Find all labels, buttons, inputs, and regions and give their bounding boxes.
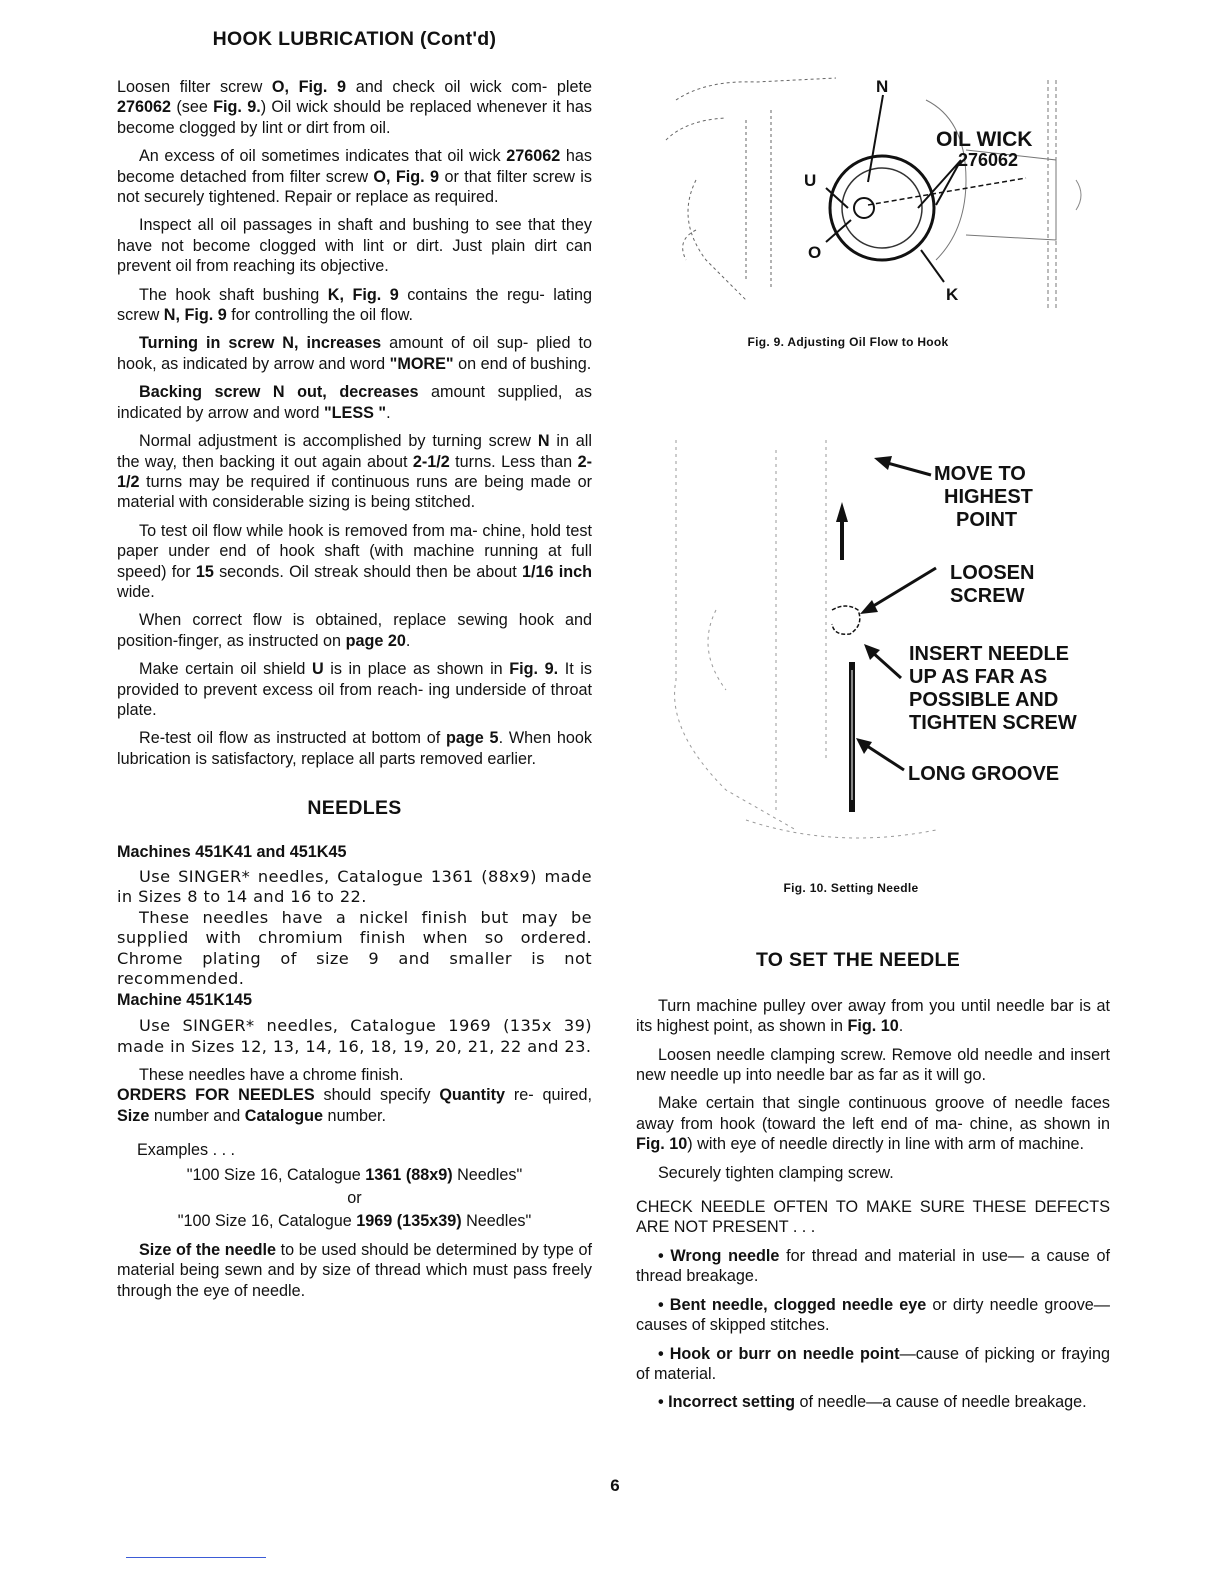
fig10-label-insert-4: TIGHTEN SCREW <box>909 712 1077 735</box>
fig9-oil-wick <box>868 178 1026 205</box>
page-number: 6 <box>610 1476 620 1495</box>
paragraph-orders: ORDERS FOR NEEDLES should specify Quantity re- quired, Size number and Catalogue number. <box>117 1086 592 1125</box>
fig10-arrow-loosen <box>870 568 936 608</box>
fig10-machine-outline <box>675 440 936 838</box>
machines-451k41-heading: Machines 451K41 and 451K45 <box>117 843 347 862</box>
paragraph-oil-passages: Inspect all oil passages in shaft and bushing to see that they have not become clogged with lint or dirt. Just plain dirt can prevent oil from reaching its objective. <box>117 216 592 276</box>
bullet-wrong-needle: • Wrong needle for thread and material in use— a cause of thread breakage. <box>636 1246 1110 1286</box>
fig9-leader-wick <box>918 160 961 208</box>
fig9-label-oil-wick: OIL WICK <box>936 128 1033 151</box>
left-column <box>117 28 592 1301</box>
paragraph-filter-screw: Loosen filter screw O, Fig. 9 and check oil wick com- plete 276062 (see Fig. 9.) Oil wick should be replaced whenever it has become clogged by lint or dirt from oil. <box>117 78 593 137</box>
paragraph-turn-pulley: Turn machine pulley over away from you until needle bar is at its highest point, as shown in Fig. 10. <box>636 996 1110 1036</box>
paragraph-groove: Make certain that single continuous groove of needle faces away from hook (toward the left end of ma- chine, as shown in Fig. 10) with eye of needle directly in line with arm of machine. <box>636 1094 1110 1154</box>
fig9-hook-oil-diagram <box>636 60 1110 322</box>
paragraph-catalogue-1361: Use SINGER* needles, Catalogue 1361 (88x9) made in Sizes 8 to 14 and 16 to 22. <box>117 866 592 907</box>
bullet-hook-burr: • Hook or burr on needle point—cause of picking or fraying of material. <box>636 1344 1111 1383</box>
fig10-label-long-groove: LONG GROOVE <box>908 763 1060 786</box>
bullet-bent-needle: • Bent needle, clogged needle eye or dirty needle groove—causes of skipped stitches. <box>636 1295 1110 1335</box>
fig9-label-k: K <box>946 285 959 304</box>
fig10-arrow-move <box>884 462 931 475</box>
paragraph-chrome-finish: These needles have a chrome finish. <box>139 1066 404 1084</box>
needles-heading: NEEDLES <box>307 797 402 820</box>
paragraph-oil-shield: Make certain oil shield U is in place as shown in Fig. 9. It is provided to prevent excess oil from reach- ing underside of throat plate. <box>117 660 592 719</box>
fig10-arrow-insert <box>872 652 901 678</box>
example-1361: "100 Size 16, Catalogue 1361 (88x9) Needles" <box>186 1165 523 1184</box>
fig10-label-loosen-1: LOOSEN <box>950 562 1035 585</box>
fig10-label-insert-1: INSERT NEEDLE <box>909 643 1070 666</box>
fig9-label-n: N <box>876 77 889 96</box>
paragraph-excess-oil: An excess of oil sometimes indicates that oil wick 276062 has become detached from filter screw O, Fig. 9 or that filter screw is not securely tightened. Repair or replace as required. <box>117 147 592 207</box>
fig9-housing <box>926 100 1056 260</box>
paragraph-tighten: Securely tighten clamping screw. <box>658 1163 894 1182</box>
fig10-label-loosen-2: SCREW <box>950 585 1025 608</box>
fig10-label-insert-2: UP AS FAR AS <box>909 666 1048 689</box>
bullet-incorrect-setting: • Incorrect setting of needle—a cause of needle breakage. <box>658 1393 1087 1412</box>
bottom-rule <box>126 1557 266 1558</box>
hook-lubrication-heading: HOOK LUBRICATION (Cont'd) <box>212 28 497 50</box>
fig10-label-move-3: POINT <box>956 509 1018 532</box>
paragraph-size-of-needle: Size of the needle to be used should be determined by type of material being sewn and by size of thread which must pass freely through the eye of needle. <box>117 1240 593 1300</box>
example-1969: "100 Size 16, Catalogue 1969 (135x39) Needles" <box>177 1212 532 1231</box>
fig10-arrow-groove <box>864 744 904 770</box>
paragraph-check-needle: CHECK NEEDLE OFTEN TO MAKE SURE THESE DEFECTS ARE NOT PRESENT . . . <box>636 1198 1110 1237</box>
paragraph-normal-adjustment: Normal adjustment is accomplished by turning screw N in all the way, then backing it out again about 2-1/2 turns. Less than 2-1/2 turns may be required if continuous runs are being made or material with considerable sizing is being stitched. <box>117 432 593 512</box>
fig10-label-insert-3: POSSIBLE AND <box>909 689 1059 712</box>
fig9-label-u: U <box>804 171 817 190</box>
paragraph-nickel-finish: These needles have a nickel finish but may be supplied with chromium finish when so ordered. Chrome plating of size 9 and smaller is not recommended. <box>117 907 592 989</box>
fig10-caption: Fig. 10. Setting Needle <box>783 881 919 896</box>
paragraph-turning-in: Turning in screw N, increases amount of oil sup- plied to hook, as indicated by arrow and word "MORE" on end of bushing. <box>117 334 592 373</box>
right-column <box>636 60 1110 1413</box>
paragraph-test-oil-flow: To test oil flow while hook is removed from ma- chine, hold test paper under end of hook shaft (with machine running at full speed) for 15 seconds. Oil streak should then be about 1/16 inch wide. <box>117 521 592 601</box>
fig9-filter-screw <box>854 198 874 218</box>
paragraph-bushing: The hook shaft bushing K, Fig. 9 contains the regu- lating screw N, Fig. 9 for controlling the oil flow. <box>117 285 592 325</box>
fig9-caption: Fig. 9. Adjusting Oil Flow to Hook <box>747 335 949 349</box>
to-set-the-needle-heading: TO SET THE NEEDLE <box>755 948 961 971</box>
fig10-label-move-1: MOVE TO <box>934 463 1026 486</box>
paragraph-correct-flow: When correct flow is obtained, replace sewing hook and position-finger, as instructed on page 20. <box>117 611 592 650</box>
fig10-loosen-screw-marker <box>832 606 860 634</box>
paragraph-retest: Re-test oil flow as instructed at bottom of page 5. When hook lubrication is satisfactory, replace all parts removed earlier. <box>117 729 592 768</box>
machine-451k145-heading: Machine 451K145 <box>117 990 252 1009</box>
example-or: or <box>347 1189 362 1208</box>
fig9-right-edge <box>1048 80 1056 310</box>
paragraph-catalogue-1969: Use SINGER* needles, Catalogue 1969 (135x 39) made in Sizes 12, 13, 14, 16, 18, 19, 20, 21, 22 and 23. <box>117 1016 592 1056</box>
examples-label: Examples . . . <box>137 1141 236 1160</box>
fig10-label-move-2: HIGHEST <box>944 486 1033 509</box>
paragraph-backing-out: Backing screw N out, decreases amount supplied, as indicated by arrow and word "LESS ". <box>117 383 592 422</box>
paragraph-loosen-clamp: Loosen needle clamping screw. Remove old needle and insert new needle up into needle bar as far as it will go. <box>636 1045 1110 1085</box>
fig9-label-o: O <box>808 243 822 262</box>
fig9-label-276062: 276062 <box>958 150 1019 170</box>
fig10-needle-diagram <box>636 430 1110 860</box>
